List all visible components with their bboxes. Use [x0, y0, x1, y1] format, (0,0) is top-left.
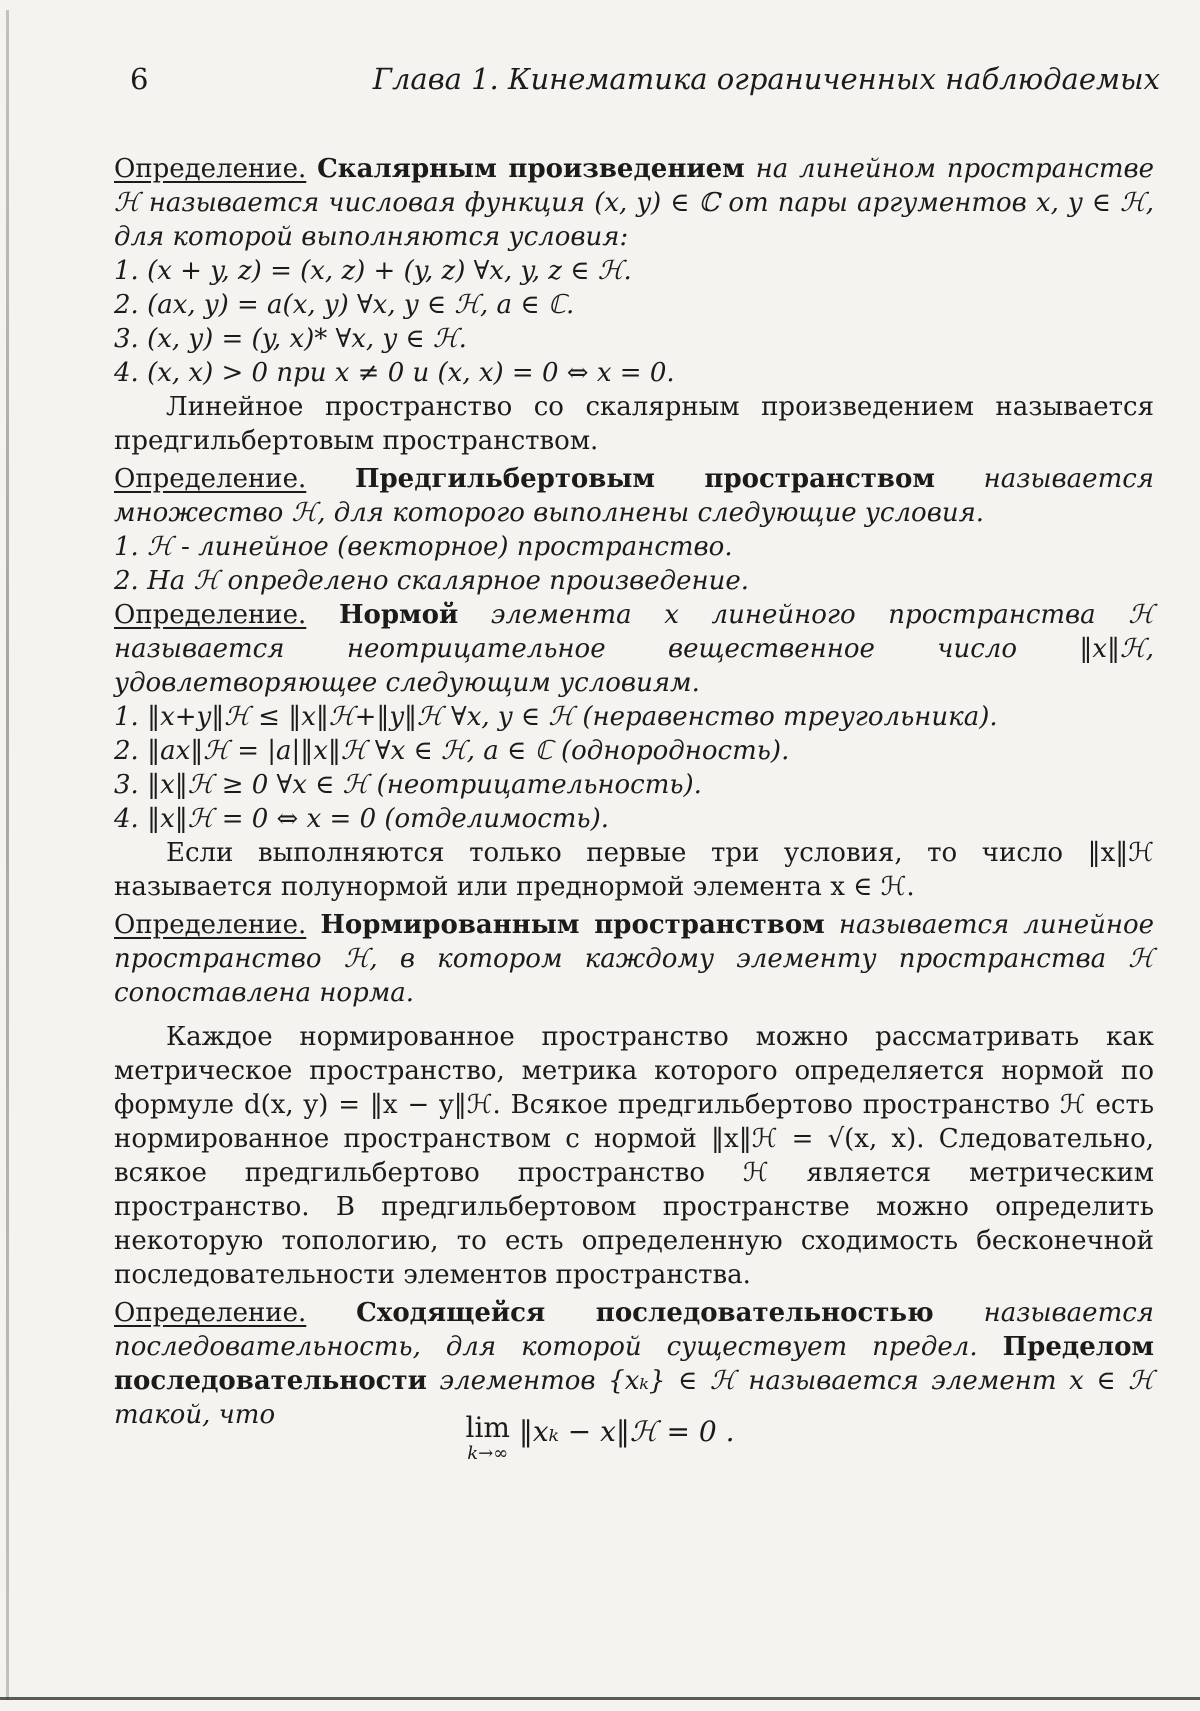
metric-paragraph: Каждое нормированное пространство можно рассматривать как метрическое пространство, метрика которого определяется нормой по формуле d(x, y) = ‖x − y‖ℋ. Всякое предгильбертово пространство ℋ есть нормированное пространством с нормой ‖x‖ℋ = √(x, x). Следовательно, всякое предгильбертово пространство ℋ является метрическим пространство. В предгильбертовом пространстве можно определить некоторую топологию, то есть определенную сходимость бесконечной последовательности элементов пространства.: [114, 1022, 1154, 1290]
condition-item: 2. (ax, y) = a(x, y) ∀x, y ∈ ℋ, a ∈ ℂ.: [114, 290, 575, 320]
definition-label: Определение.: [114, 1298, 307, 1328]
definition-term: Нормированным пространством: [320, 910, 825, 940]
condition-item: 1. ‖x+y‖ℋ ≤ ‖x‖ℋ+‖y‖ℋ ∀x, y ∈ ℋ (неравенство треугольника).: [114, 702, 998, 732]
definition-prehilbert-space: [114, 462, 1154, 530]
limit-word: lim: [465, 1411, 510, 1444]
limit-expression: ‖xₖ − x‖ℋ = 0 .: [518, 1415, 735, 1448]
condition-item: 3. (x, y) = (y, x)* ∀x, y ∈ ℋ.: [114, 324, 467, 354]
definition-text: элемента x линейного пространства ℋ называется неотрицательное вещественное число ‖x‖ℋ, удовлетворяющее следующим условиям.: [114, 600, 1155, 698]
definition-inner-product: [114, 152, 1154, 254]
definition-term: Пределом последовательности: [114, 1332, 1154, 1396]
definition-text: на линейном пространстве ℋ называется числовая функция (x, y) ∈ ℂ от пары аргументов x, y ∈ ℋ, для которой выполняются условия:: [114, 154, 1154, 252]
definition-term: Скалярным произведением: [317, 154, 745, 184]
page-body: [114, 152, 1154, 1432]
page-header: [130, 62, 1160, 106]
condition-item: 4. ‖x‖ℋ = 0 ⇔ x = 0 (отделимость).: [114, 804, 609, 834]
definition-label: Определение.: [114, 464, 307, 494]
definition-label: Определение.: [114, 154, 307, 184]
page-number: 6: [130, 62, 149, 96]
running-head: Глава 1. Кинематика ограниченных наблюдаемых: [372, 62, 1160, 96]
definition-normed-space: [114, 908, 1154, 1010]
definition-label: Определение.: [114, 910, 307, 940]
condition-item: 4. (x, x) > 0 при x ≠ 0 и (x, x) = 0 ⇔ x = 0.: [114, 358, 675, 388]
condition-item: 2. На ℋ определено скалярное произведение.: [114, 566, 750, 596]
condition-item: 3. ‖x‖ℋ ≥ 0 ∀x ∈ ℋ (неотрицательность).: [114, 770, 702, 800]
definition-text: называется множество ℋ, для которого выполнены следующие условия.: [114, 464, 1154, 528]
condition-item: 1. (x + y, z) = (x, z) + (y, z) ∀x, y, z ∈ ℋ.: [114, 256, 632, 286]
limit-subscript: k→∞: [467, 1443, 509, 1464]
definition-norm: [114, 598, 1154, 700]
definition-text: называется линейное пространство ℋ, в котором каждому элементу пространства ℋ сопоставлена норма.: [114, 910, 1155, 1008]
note-paragraph: Линейное пространство со скалярным произведением называется предгильбертовым пространством.: [114, 392, 1154, 456]
limit-formula: [0, 1411, 1200, 1467]
page-bottom-edge: [0, 1697, 1200, 1700]
definition-term: Сходящейся последовательностью: [356, 1298, 934, 1328]
condition-item: 2. ‖ax‖ℋ = |a|‖x‖ℋ ∀x ∈ ℋ, a ∈ ℂ (однородность).: [114, 736, 790, 766]
note-paragraph: Если выполняются только первые три условия, то число ‖x‖ℋ называется полунормой или преднормой элемента x ∈ ℋ.: [114, 838, 1154, 902]
definition-text: называется последовательность, для которой существует предел.: [114, 1298, 1154, 1362]
definition-term: Нормой: [338, 600, 459, 630]
definition-text: элементов {xₖ} ∈ ℋ называется элемент x ∈ ℋ такой, что: [114, 1366, 1155, 1430]
definition-term: Предгильбертовым пространством: [354, 464, 935, 494]
definition-label: Определение.: [114, 600, 307, 630]
definition-convergent-sequence: [114, 1296, 1154, 1432]
condition-item: 1. ℋ - линейное (векторное) пространство.: [114, 532, 733, 562]
limit-operator: [465, 1411, 510, 1467]
